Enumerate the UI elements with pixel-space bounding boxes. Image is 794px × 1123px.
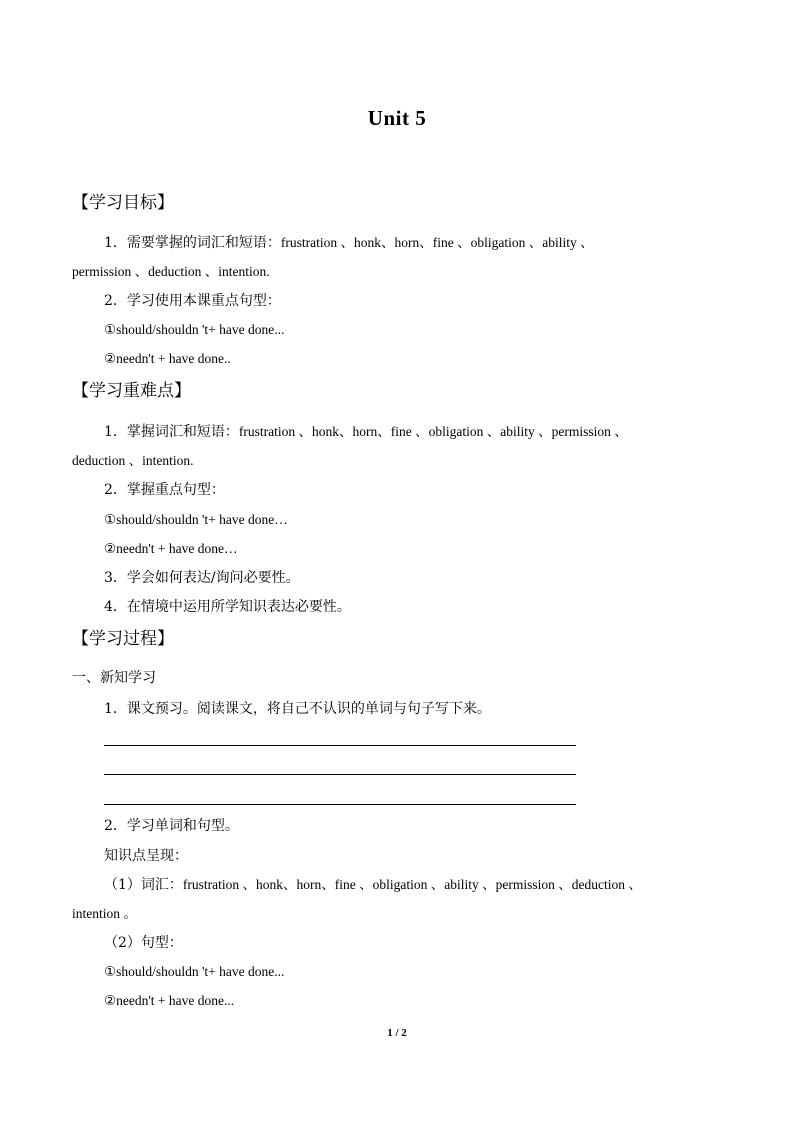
objectives-pattern-1: ①should/shouldn 't+ have done... xyxy=(104,322,285,337)
answer-line[interactable] xyxy=(104,745,576,746)
page-title: Unit 5 xyxy=(367,106,427,130)
objectives-item-1 xyxy=(104,234,594,252)
key-points-pattern-2: ②needn't + have done… xyxy=(104,541,238,556)
objectives-item-1-words: frustration 、honk、horn、fine 、obligation 、ability 、 xyxy=(280,235,594,250)
key-points-item-1-label: 1．掌握词汇和短语： xyxy=(104,424,239,440)
process-step-2: 2．学习单词和句型。 xyxy=(104,818,239,834)
key-points-item-1-words: frustration 、honk、horn、fine 、obligation 、ability 、permission 、 xyxy=(238,424,628,439)
vocab-words-cont: intention 。 xyxy=(72,906,137,921)
key-points-item-1 xyxy=(104,423,628,441)
key-points-item-2: 2．掌握重点句型： xyxy=(104,482,225,498)
answer-line[interactable] xyxy=(104,774,576,775)
vocab-words: frustration 、honk、horn、fine 、obligation 、ability 、permission 、deduction 、 xyxy=(182,877,642,892)
process-pattern-1: ①should/shouldn 't+ have done... xyxy=(104,964,285,979)
key-points-pattern-1: ①should/shouldn 't+ have done… xyxy=(104,512,288,527)
patterns-label: （2）句型： xyxy=(104,935,183,951)
objectives-item-1-label: 1．需要掌握的词汇和短语： xyxy=(104,235,281,251)
process-pattern-2: ②needn't + have done... xyxy=(104,993,235,1008)
objectives-heading: 【学习目标】 xyxy=(72,193,174,213)
knowledge-label: 知识点呈现： xyxy=(104,848,188,864)
key-points-item-3: 3．学会如何表达/询问必要性。 xyxy=(104,570,300,586)
process-part-1: 一、新知学习 xyxy=(72,670,156,686)
key-points-heading: 【学习重难点】 xyxy=(72,381,191,401)
objectives-item-2: 2．学习使用本课重点句型： xyxy=(104,293,281,309)
answer-line[interactable] xyxy=(104,804,576,805)
vocab-label: （1）词汇： xyxy=(104,877,183,893)
vocab-item xyxy=(104,876,642,894)
key-points-item-4: 4．在情境中运用所学知识表达必要性。 xyxy=(104,599,351,615)
process-step-1: 1．课文预习。阅读课文，将自己不认识的单词与句子写下来。 xyxy=(104,701,491,717)
process-heading: 【学习过程】 xyxy=(72,629,174,649)
page-number: 1 / 2 xyxy=(387,1027,407,1039)
objectives-pattern-2: ②needn't + have done.. xyxy=(104,351,231,366)
key-points-item-1-words-cont: deduction 、intention. xyxy=(72,453,194,468)
objectives-item-1-words-cont: permission 、deduction 、intention. xyxy=(72,264,270,279)
